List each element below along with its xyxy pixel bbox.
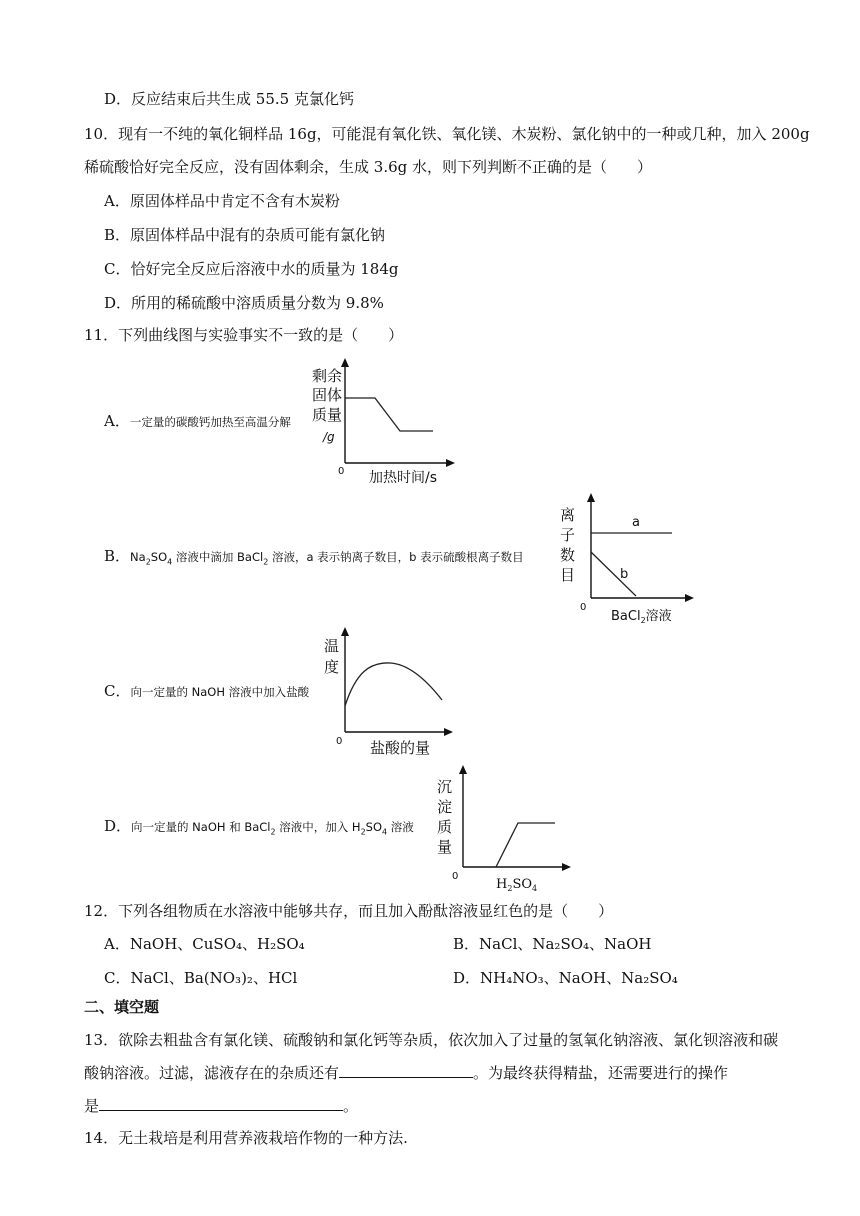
q11-option-a [104,411,291,432]
graph-b-origin: 0 [580,602,587,613]
q11-option-c [104,681,309,702]
graph-b-ylabel-1: 离 [560,506,576,524]
q14-stem: 14．无土栽培是利用营养液栽培作物的一种方法. [84,1129,408,1147]
q11-option-d [104,816,414,842]
q11-graph-b [558,490,708,625]
graph-c-xlabel: 盐酸的量 [370,739,431,757]
q10-stem-line2: 稀硫酸恰好完全反应，没有固体剩余，生成 3.6g 水，则下列判断不正确的是（ ） [84,158,652,176]
graph-b-ylabel-2: 子 [560,526,576,544]
graph-d-ylabel-1: 沉 [437,778,453,796]
q10-option-d: D．所用的稀硫酸中溶质质量分数为 9.8% [104,294,384,312]
q13-line3: 是 。 [84,1097,359,1115]
graph-c-ylabel-1: 温 [324,637,340,655]
q10-stem-line1: 10．现有一不纯的氧化铜样品 16g，可能混有氧化铁、氧化镁、木炭粉、氯化钠中的一种或几种，加入 200g [84,125,810,143]
q10-option-c: C．恰好完全反应后溶液中水的质量为 184g [104,260,399,278]
q11-graph-c [318,622,468,762]
q9-option-d: D．反应结束后共生成 55.5 克氯化钙 [104,90,354,108]
graph-c-origin: 0 [336,736,343,747]
q12-option-d: D．NH₄NO₃、NaOH、Na₂SO₄ [453,969,678,987]
graph-b-ylabel-4: 目 [560,566,576,584]
q11-stem: 11．下列曲线图与实验事实不一致的是（ ） [84,326,404,344]
q11-graph-d [430,762,580,894]
graph-d-origin: 0 [452,871,459,882]
graph-d-ylabel-2: 淀 [437,798,453,816]
q11-option-b [104,546,524,572]
graph-a-xlabel: 加热时间/s [369,470,438,486]
q11-graph-a [305,358,475,486]
q13-blank-impurities[interactable] [339,1062,473,1078]
graph-a-ylabel-1: 剩余 [312,367,343,385]
graph-c-ylabel-2: 度 [324,658,340,676]
q11-option-d-label: D． [104,817,132,835]
q11-option-c-text: 向一定量的 NaOH 溶液中加入盐酸 [130,685,310,699]
q11-option-d-text: 向一定量的 NaOH 和 BaCl$_2$ 溶液中，加入 $H_2SO_4$ 溶液 [131,820,414,837]
q12-option-c: C．NaCl、Ba(NO₃)₂、HCl [104,969,298,987]
graph-a-ylabel-2: 固体 [312,386,343,404]
graph-d-ylabel-4: 量 [437,838,453,856]
graph-d-xlabel: $H_2SO_4$ [496,877,538,893]
q11-option-b-text: $Na_2SO_4$ 溶液中滴加 BaCl$_2$ 溶液，a 表示钠离子数目，b 表示硫酸根离子数目 [130,550,524,567]
graph-a-ylabel-4: /g [323,430,335,444]
q13-line2: 酸钠溶液。过滤，滤液存在的杂质还有 。为最终获得精盐，还需要进行的操作 [84,1064,729,1082]
q11-option-c-label: C． [104,682,131,700]
q13-blank-operation[interactable] [99,1095,343,1111]
q10-option-b: B．原固体样品中混有的杂质可能有氯化钠 [104,226,386,244]
q11-option-a-text: 一定量的碳酸钙加热至高温分解 [129,415,291,429]
graph-b-ylabel-3: 数 [560,546,576,564]
q12-stem: 12．下列各组物质在水溶液中能够共存，而且加入酚酞溶液显红色的是（ ） [84,902,614,920]
graph-a-origin: 0 [338,466,345,477]
q12-option-b: B．NaCl、Na₂SO₄、NaOH [453,935,652,953]
graph-a-ylabel-3: 质量 [312,406,343,424]
q12-option-a: A．NaOH、CuSO₄、H₂SO₄ [104,935,305,953]
graph-d-ylabel-3: 质 [437,818,453,836]
q11-option-b-label: B． [104,547,131,565]
graph-b-curve-a: a [632,515,640,530]
section-title: 二、填空题 [84,998,160,1016]
q13-line1: 13．欲除去粗盐含有氯化镁、硫酸钠和氯化钙等杂质，依次加入了过量的氢氧化钠溶液、氯化钡溶液和碳 [84,1031,779,1049]
graph-b-curve-b: b [620,567,629,582]
q10-option-a: A．原固体样品中肯定不含有木炭粉 [104,192,340,210]
graph-b-xlabel: BaCl$_2$溶液 [611,609,672,625]
q11-option-a-label: A． [104,412,130,430]
